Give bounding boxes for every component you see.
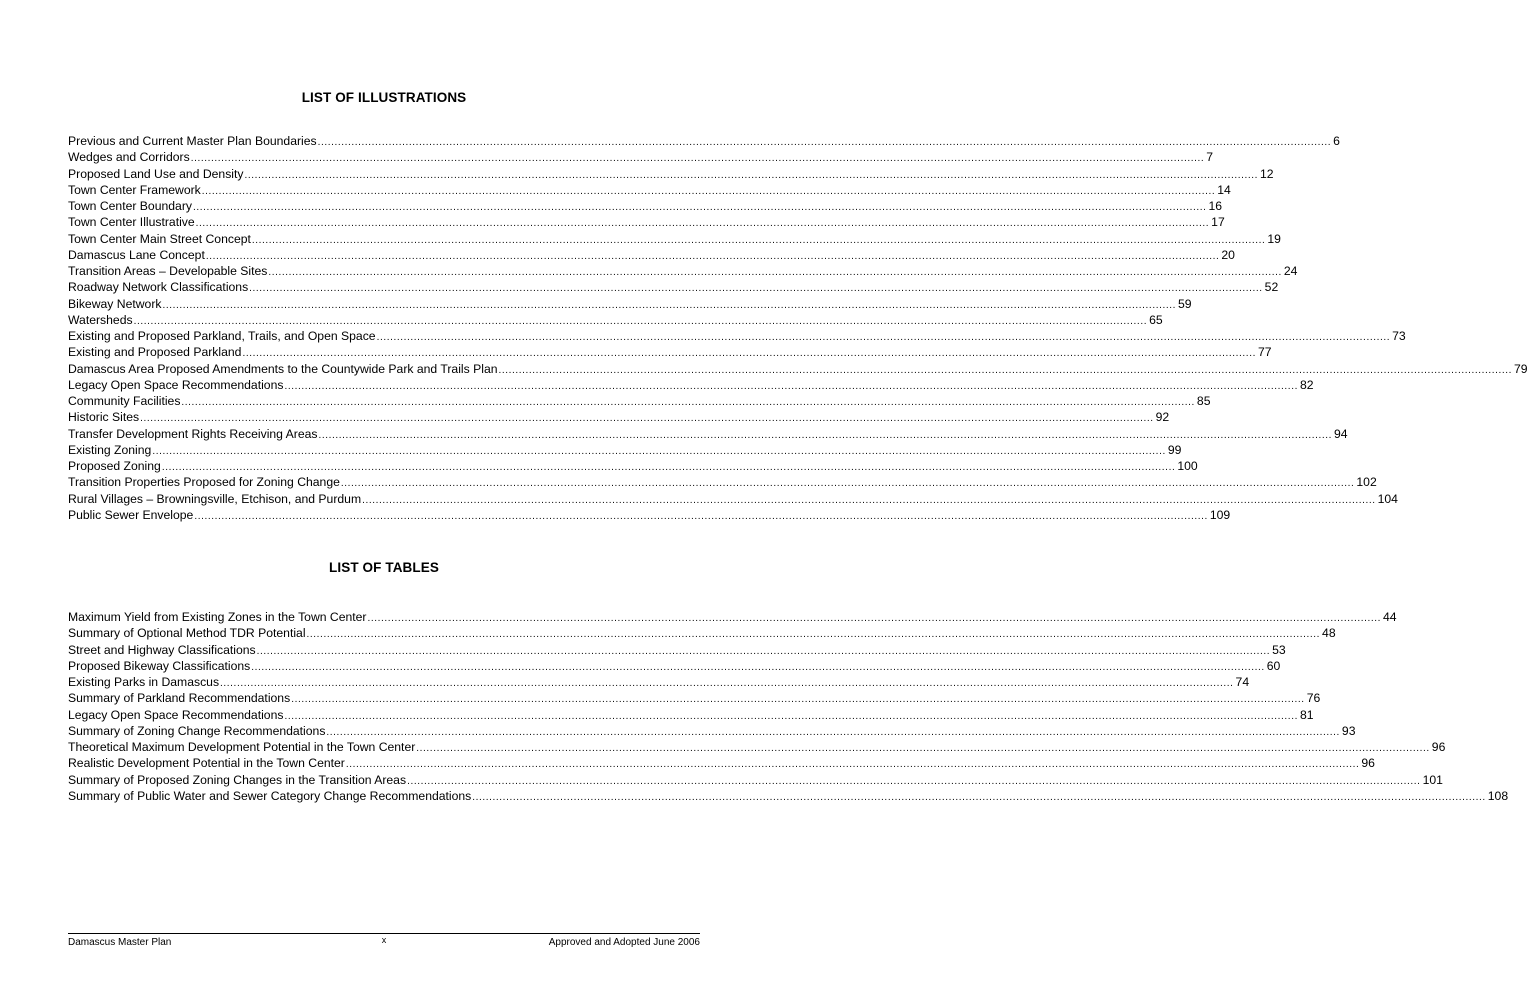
toc-entry	[68, 690, 1321, 706]
toc-entry	[68, 707, 1314, 723]
toc-entry	[68, 377, 1314, 393]
dot-leader: ............................................................................................................................................................................................................................................................................................................	[376, 332, 1391, 343]
footer-document-title: Damascus Master Plan	[68, 937, 172, 948]
toc-entry-title: Proposed Bikeway Classifications	[68, 658, 251, 673]
toc-entry	[68, 344, 1272, 360]
toc-entry	[68, 625, 1336, 641]
toc-entry	[68, 198, 1223, 214]
toc-entry-title: Proposed Zoning	[68, 459, 161, 473]
toc-entry-title: Rural Villages – Browningsville, Etchison, and Purdum	[68, 491, 362, 506]
toc-entry	[68, 474, 1377, 490]
dot-leader: ............................................................................................................................................................................................................................................................................................................	[251, 234, 1266, 246]
toc-entry	[68, 312, 1163, 328]
toc-entry	[68, 393, 1211, 409]
toc-entry-page-number: 65	[1149, 312, 1163, 327]
dot-leader: ............................................................................................................................................................................................................................................................................................................	[284, 710, 1298, 722]
toc-entry	[68, 426, 1348, 442]
toc-entry	[68, 674, 1250, 690]
toc-entry	[68, 133, 1340, 149]
toc-entry	[68, 263, 1298, 279]
dot-leader: ............................................................................................................................................................................................................................................................................................................	[140, 413, 1154, 425]
dot-leader: ............................................................................................................................................................................................................................................................................................................	[192, 202, 1207, 213]
toc-entry-title: Existing and Proposed Parkland	[68, 345, 242, 360]
toc-entry-page-number: 96	[1431, 740, 1446, 754]
dot-leader: ............................................................................................................................................................................................................................................................................................................	[242, 348, 1256, 360]
toc-entry	[68, 149, 1213, 165]
toc-entry-page-number: 6	[1333, 134, 1340, 148]
toc-entry-page-number: 82	[1299, 377, 1314, 392]
toc-entry-page-number: 96	[1361, 756, 1375, 771]
toc-entry-page-number: 77	[1257, 345, 1272, 360]
toc-entry-page-number: 24	[1283, 264, 1298, 278]
toc-entry-title: Damascus Lane Concept	[68, 247, 205, 262]
toc-entry-page-number: 53	[1272, 642, 1286, 657]
toc-entry-title: Transfer Development Rights Receiving Areas	[68, 426, 318, 441]
toc-entry-title: Summary of Public Water and Sewer Category Change Recommendations	[68, 788, 472, 803]
toc-entry-title: Watersheds	[68, 312, 133, 327]
toc-entry-title: Existing Parks in Damascus	[68, 675, 220, 689]
dot-leader: ............................................................................................................................................................................................................................................................................................................	[220, 678, 1234, 689]
toc-entry-title: Historic Sites	[68, 410, 140, 425]
dot-leader: ............................................................................................................................................................................................................................................................................................................	[205, 250, 1220, 262]
toc-entry-page-number: 109	[1209, 507, 1231, 522]
toc-entry-page-number: 60	[1266, 658, 1281, 673]
tables-list	[68, 609, 1509, 804]
footer-divider	[68, 933, 700, 934]
toc-entry-page-number: 73	[1392, 329, 1406, 343]
toc-entry-page-number: 17	[1211, 215, 1225, 230]
toc-entry-page-number: 108	[1487, 788, 1509, 803]
toc-entry-page-number: 48	[1322, 626, 1336, 641]
toc-entry-title: Summary of Optional Method TDR Potential	[68, 626, 306, 641]
toc-entry-page-number: 104	[1377, 491, 1398, 506]
toc-entry-page-number: 14	[1217, 182, 1231, 197]
dot-leader: ............................................................................................................................................................................................................................................................................................................	[416, 743, 1430, 754]
dot-leader: ............................................................................................................................................................................................................................................................................................................	[291, 694, 1305, 706]
illustrations-list	[68, 133, 1528, 523]
toc-entry	[68, 409, 1170, 425]
dot-leader: ............................................................................................................................................................................................................................................................................................................	[340, 478, 1355, 490]
toc-entry-page-number: 16	[1208, 199, 1223, 213]
toc-entry-title: Previous and Current Master Plan Boundaries	[68, 134, 317, 148]
dot-leader: ............................................................................................................................................................................................................................................................................................................	[152, 445, 1166, 457]
toc-entry-title: Summary of Parkland Recommendations	[68, 691, 291, 706]
toc-entry-title: Town Center Illustrative	[68, 215, 195, 230]
toc-entry-title: Community Facilities	[68, 394, 181, 408]
toc-entry	[68, 166, 1274, 182]
toc-entry-title: Town Center Framework	[68, 182, 201, 197]
dot-leader: ............................................................................................................................................................................................................................................................................................................	[268, 267, 1282, 278]
dot-leader: ............................................................................................................................................................................................................................................................................................................	[161, 462, 1176, 473]
toc-entry	[68, 739, 1446, 755]
toc-entry	[68, 296, 1192, 312]
toc-entry-title: Bikeway Network	[68, 296, 162, 311]
tables-heading: LIST OF TABLES	[329, 560, 439, 575]
toc-entry	[68, 214, 1225, 230]
dot-leader: ............................................................................................................................................................................................................................................................................................................	[251, 661, 1265, 673]
toc-entry-page-number: 76	[1306, 691, 1321, 706]
toc-entry-page-number: 74	[1235, 675, 1250, 689]
toc-entry-page-number: 99	[1167, 442, 1182, 457]
toc-entry-page-number: 59	[1177, 296, 1192, 311]
toc-entry-title: Maximum Yield from Existing Zones in the Town Center	[68, 610, 367, 624]
toc-entry-page-number: 44	[1383, 610, 1397, 624]
footer-page-number: x	[381, 935, 387, 945]
toc-entry-page-number: 102	[1356, 475, 1377, 490]
toc-entry-title: Damascus Area Proposed Amendments to the Countywide Park and Trails Plan	[68, 361, 498, 376]
dot-leader: ............................................................................................................................................................................................................................................................................................................	[190, 153, 1205, 165]
dot-leader: ............................................................................................................................................................................................................................................................................................................	[256, 645, 1271, 657]
dot-leader: ............................................................................................................................................................................................................................................................................................................	[472, 791, 1486, 803]
toc-entry-page-number: 93	[1341, 723, 1356, 738]
toc-entry-page-number: 92	[1155, 410, 1170, 425]
toc-entry-page-number: 52	[1264, 280, 1279, 295]
dot-leader: ............................................................................................................................................................................................................................................................................................................	[181, 397, 1195, 408]
dot-leader: ............................................................................................................................................................................................................................................................................................................	[133, 315, 1148, 327]
toc-entry-title: Legacy Open Space Recommendations	[68, 377, 284, 392]
toc-entry	[68, 328, 1406, 344]
illustrations-heading: LIST OF ILLUSTRATIONS	[301, 90, 467, 105]
dot-leader: ............................................................................................................................................................................................................................................................................................................	[326, 726, 1340, 738]
toc-entry-title: Street and Highway Classifications	[68, 642, 256, 657]
toc-entry-title: Roadway Network Classifications	[68, 280, 249, 295]
toc-entry-page-number: 19	[1267, 231, 1281, 246]
toc-entry-page-number: 85	[1196, 394, 1211, 408]
dot-leader: ............................................................................................................................................................................................................................................................................................................	[201, 185, 1216, 197]
dot-leader: ............................................................................................................................................................................................................................................................................................................	[407, 775, 1421, 787]
toc-entry-title: Summary of Proposed Zoning Changes in the Transition Areas	[68, 772, 407, 787]
dot-leader: ............................................................................................................................................................................................................................................................................................................	[318, 429, 1333, 441]
toc-entry	[68, 507, 1231, 523]
toc-entry	[68, 361, 1528, 377]
toc-entry-page-number: 101	[1422, 772, 1443, 787]
dot-leader: ............................................................................................................................................................................................................................................................................................................	[362, 494, 1376, 506]
toc-entry	[68, 491, 1398, 507]
toc-entry-title: Summary of Zoning Change Recommendations	[68, 723, 326, 738]
toc-entry-title: Proposed Land Use and Density	[68, 166, 244, 181]
toc-entry	[68, 458, 1198, 474]
dot-leader: ............................................................................................................................................................................................................................................................................................................	[195, 218, 1210, 230]
toc-entry-page-number: 79	[1514, 361, 1528, 376]
dot-leader: ............................................................................................................................................................................................................................................................................................................	[162, 299, 1176, 311]
toc-entry	[68, 609, 1397, 625]
dot-leader: ............................................................................................................................................................................................................................................................................................................	[284, 380, 1298, 392]
toc-entry-page-number: 7	[1206, 150, 1213, 165]
dot-leader: ............................................................................................................................................................................................................................................................................................................	[317, 137, 1332, 148]
toc-entry	[68, 642, 1286, 658]
dot-leader: ............................................................................................................................................................................................................................................................................................................	[194, 510, 1208, 522]
toc-entry-title: Town Center Main Street Concept	[68, 231, 251, 246]
footer-adoption-date: Approved and Adopted June 2006	[548, 937, 700, 948]
toc-entry	[68, 658, 1281, 674]
toc-entry	[68, 772, 1443, 788]
toc-entry	[68, 231, 1281, 247]
toc-entry-title: Town Center Boundary	[68, 199, 192, 213]
toc-entry	[68, 755, 1375, 771]
toc-entry-page-number: 81	[1299, 707, 1314, 722]
toc-entry	[68, 279, 1279, 295]
toc-entry-title: Existing and Proposed Parkland, Trails, and Open Space	[68, 329, 376, 343]
toc-entry-page-number: 12	[1259, 166, 1274, 181]
toc-entry-page-number: 100	[1177, 459, 1198, 473]
toc-entry	[68, 182, 1231, 198]
toc-entry-title: Theoretical Maximum Development Potential in the Town Center	[68, 740, 416, 754]
toc-entry-page-number: 94	[1334, 426, 1348, 441]
toc-entry	[68, 247, 1235, 263]
toc-entry-title: Existing Zoning	[68, 442, 152, 457]
dot-leader: ............................................................................................................................................................................................................................................................................................................	[345, 759, 1360, 771]
toc-entry-title: Legacy Open Space Recommendations	[68, 707, 284, 722]
dot-leader: ............................................................................................................................................................................................................................................................................................................	[244, 169, 1258, 181]
toc-entry-title: Public Sewer Envelope	[68, 507, 194, 522]
toc-entry-title: Wedges and Corridors	[68, 150, 190, 165]
dot-leader: ............................................................................................................................................................................................................................................................................................................	[249, 283, 1263, 295]
toc-entry-title: Transition Areas – Developable Sites	[68, 264, 268, 278]
toc-entry	[68, 442, 1182, 458]
toc-entry	[68, 788, 1509, 804]
toc-entry-title: Transition Properties Proposed for Zoning Change	[68, 475, 340, 490]
dot-leader: ............................................................................................................................................................................................................................................................................................................	[367, 613, 1381, 624]
toc-entry-page-number: 20	[1221, 247, 1235, 262]
toc-entry-title: Realistic Development Potential in the Town Center	[68, 756, 345, 771]
toc-entry	[68, 723, 1356, 739]
dot-leader: ............................................................................................................................................................................................................................................................................................................	[498, 364, 1512, 376]
dot-leader: ............................................................................................................................................................................................................................................................................................................	[306, 629, 1321, 641]
